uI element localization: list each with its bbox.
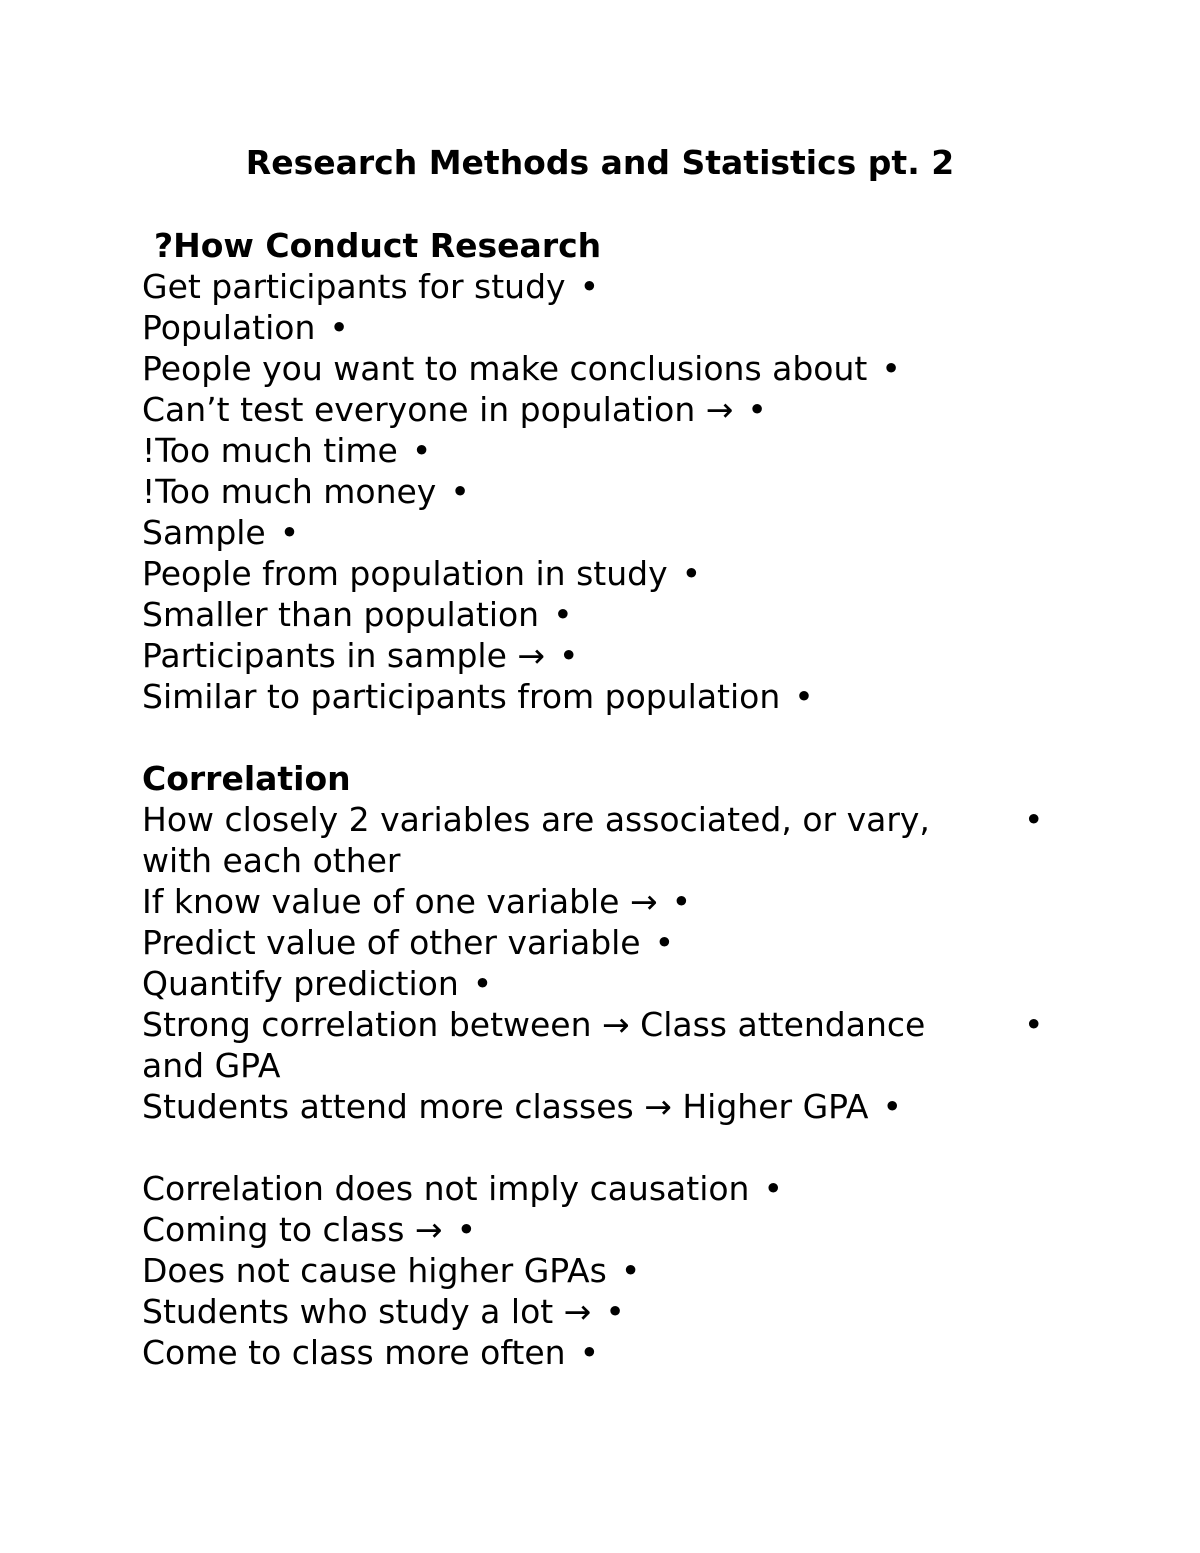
list-item [142, 307, 1062, 348]
list-item [142, 471, 1062, 512]
list-item-text: !Too much time [142, 431, 398, 470]
bullet-icon: • [329, 308, 349, 347]
list-item-text: Come to class more often [142, 1333, 566, 1372]
list-item-text: !Too much money [142, 472, 437, 511]
list-item [142, 922, 1062, 963]
list-item-text: People you want to make conclusions about [142, 349, 868, 388]
list-item-text: Similar to participants from population [142, 677, 781, 716]
list-item [142, 389, 1062, 430]
bullet-icon: • [881, 349, 901, 388]
bullet-icon: • [559, 636, 579, 675]
list-item-text: If know value of one variable → [142, 882, 658, 921]
bullet-icon: • [279, 513, 300, 552]
bullet-icon: • [882, 1087, 902, 1126]
list-item [142, 1168, 1062, 1209]
list-item [142, 430, 1062, 471]
list-item [142, 553, 1062, 594]
bullet-icon: • [450, 472, 470, 511]
list-item-text: Participants in sample → [142, 636, 546, 675]
document-title: Research Methods and Statistics pt. 2 [245, 143, 955, 182]
bullet-icon: • [620, 1251, 641, 1290]
document-body [142, 225, 1062, 1373]
list-item-text: Predict value of other variable [142, 923, 641, 962]
list-item-text: Smaller than population [142, 595, 540, 634]
bullet-icon: • [411, 431, 432, 470]
bullet-icon: • [763, 1169, 783, 1208]
list-item-text: Students who study a lot → [142, 1292, 592, 1331]
list-item-text-line2: and GPA [142, 1046, 281, 1085]
list-item [142, 266, 1062, 307]
list-item [142, 963, 1062, 1004]
list-item [142, 1209, 1062, 1250]
list-item-text-line1: Strong correlation between → Class attendance [142, 1005, 926, 1044]
spacer [142, 717, 1062, 758]
bullet-icon: • [456, 1210, 477, 1249]
bullet-icon: • [681, 554, 702, 593]
list-item-text: Can’t test everyone in population → [142, 390, 734, 429]
list-item-text: People from population in study [142, 554, 668, 593]
list-item-text: Students attend more classes → Higher GPA [142, 1087, 869, 1126]
list-item [142, 799, 1062, 881]
bullet-icon: • [747, 390, 767, 429]
bullet-icon: • [553, 595, 573, 634]
list-item-text: Sample [142, 513, 266, 552]
bullet-icon: • [472, 964, 493, 1003]
list-item [142, 1004, 1062, 1086]
bullet-icon: • [579, 1333, 600, 1372]
bullet-icon: • [671, 882, 692, 921]
list-item-text [142, 799, 1002, 881]
list-item [142, 1086, 1062, 1127]
bullet-icon: • [579, 267, 600, 306]
list-item-text [142, 1004, 1002, 1086]
bullet-icon: • [1024, 800, 1044, 839]
list-item [142, 676, 1062, 717]
list-item-text-line1: How closely 2 variables are associated, or vary, [142, 800, 930, 839]
list-item-text: Quantify prediction [142, 964, 459, 1003]
list-item-text-line2: with each other [142, 841, 401, 880]
section-heading-how-conduct-research: ?How Conduct Research [154, 226, 602, 265]
bullet-icon: • [605, 1292, 625, 1331]
list-item [142, 881, 1062, 922]
section-heading-correlation: Correlation [142, 759, 351, 798]
list-item [142, 1250, 1062, 1291]
list-item [142, 1291, 1062, 1332]
list-item [142, 635, 1062, 676]
list-item-text: Correlation does not imply causation [142, 1169, 750, 1208]
bullet-icon: • [1024, 1005, 1044, 1044]
list-item [142, 348, 1062, 389]
list-item [142, 512, 1062, 553]
list-item-text: Get participants for study [142, 267, 566, 306]
bullet-icon: • [654, 923, 675, 962]
spacer [142, 1127, 1062, 1168]
list-item [142, 1332, 1062, 1373]
bullet-icon: • [794, 677, 814, 716]
list-item-text: Does not cause higher GPAs [142, 1251, 607, 1290]
list-item-text: Coming to class → [142, 1210, 443, 1249]
list-item-text: Population [142, 308, 316, 347]
list-item [142, 594, 1062, 635]
